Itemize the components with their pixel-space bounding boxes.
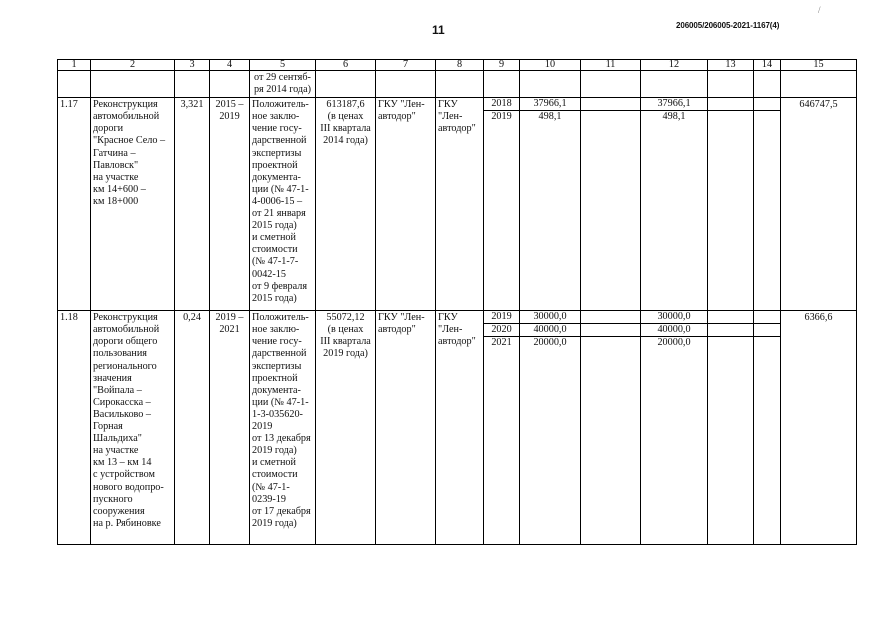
object-name: Реконструкция автомобильной дороги общего пользования регионального значения "Войпала – Сирокасска – Васильково – Горная Шальдиха" на участке км 13 – км 14 с устройством нового водопро- пускного сооружения на р. Рябиновке [91,311,175,545]
length-cell: 3,321 [175,98,210,311]
row-number: 1.18 [58,311,91,545]
col-header: 9 [484,60,520,71]
operator-cell: ГКУ "Лен- автодор" [436,311,484,545]
amount-value: 20000,0 [641,337,707,350]
empty-cell [754,311,781,545]
col-header: 3 [175,60,210,71]
total-cell: 6366,6 [781,311,857,545]
basis-cell: Положитель- ное заклю- чение госу- дарственной экспертизы проектной документа- ции (№ 47-1- 4-0006-15 – от 21 января 2015 года) и сметной стоимости (№ 47-1-7- 0042-15 от 9 февраля 2015 года) [250,98,316,311]
length-cell: 0,24 [175,311,210,545]
amount-value: 20000,0 [520,337,580,350]
amount-value: 498,1 [520,111,580,124]
amount-cell [641,311,708,545]
col-header: 12 [641,60,708,71]
year-value: 2019 [484,111,519,124]
years-cell [484,311,520,545]
corner-mark: / [818,5,821,15]
col-header: 4 [210,60,250,71]
empty-cell [708,311,754,545]
empty-cell [581,98,641,311]
amount-value: 30000,0 [533,311,567,323]
total-cell: 646747,5 [781,98,857,311]
col-header: 6 [316,60,376,71]
year-value: 2018 [491,98,512,110]
col-header: 11 [581,60,641,71]
col-header: 13 [708,60,754,71]
row-number: 1.17 [58,98,91,311]
amount-value: 40000,0 [641,324,707,337]
basis-cell: Положитель- ное заклю- чение госу- дарственной экспертизы проектной документа- ции (№ 47-1- 1-3-035620- 2019 от 13 декабря 2019 года) и сметной стоимости (№ 47-1- 0239-19 от 17 декабря 2019 года) [250,311,316,545]
col-header: 10 [520,60,581,71]
amount-value: 30000,0 [657,311,691,323]
operator-cell: ГКУ "Лен- автодор" [436,98,484,311]
amount-value: 37966,1 [533,98,567,110]
empty-cell [754,98,781,311]
program-table [57,59,857,545]
table-row [58,98,857,311]
amount-cell [520,311,581,545]
cost-cell: 55072,12 (в ценах III квартала 2019 года) [316,311,376,545]
continuation-row [58,71,857,98]
empty-cell [581,311,641,545]
empty-cell [708,98,754,311]
amount-value: 498,1 [641,111,707,124]
col-header: 15 [781,60,857,71]
year-value: 2021 [484,337,519,350]
customer-cell: ГКУ "Лен- автодор" [376,311,436,545]
cost-cell: 613187,6 (в ценах III квартала 2014 года) [316,98,376,311]
customer-cell: ГКУ "Лен- автодор" [376,98,436,311]
amount-cell [641,98,708,311]
column-number-row [58,60,857,71]
amount-cell [520,98,581,311]
amount-value: 40000,0 [520,324,580,337]
col-header: 7 [376,60,436,71]
years-cell [484,98,520,311]
col-header: 8 [436,60,484,71]
col-header: 2 [91,60,175,71]
basis-cell: от 29 сентяб- ря 2014 года) [250,71,316,98]
table-row [58,311,857,545]
col-header: 14 [754,60,781,71]
amount-value: 37966,1 [657,98,691,110]
object-name: Реконструкция автомобильной дороги "Красное Село – Гатчина – Павловск" на участке км 14+600 – км 18+000 [91,98,175,311]
period-cell: 2015 – 2019 [210,98,250,311]
col-header: 1 [58,60,91,71]
year-value: 2019 [491,311,512,323]
year-value: 2020 [484,324,519,337]
period-cell: 2019 – 2021 [210,311,250,545]
page-number: 11 [432,23,445,37]
document-id: 206005/206005-2021-1167(4) [676,21,780,30]
col-header: 5 [250,60,316,71]
